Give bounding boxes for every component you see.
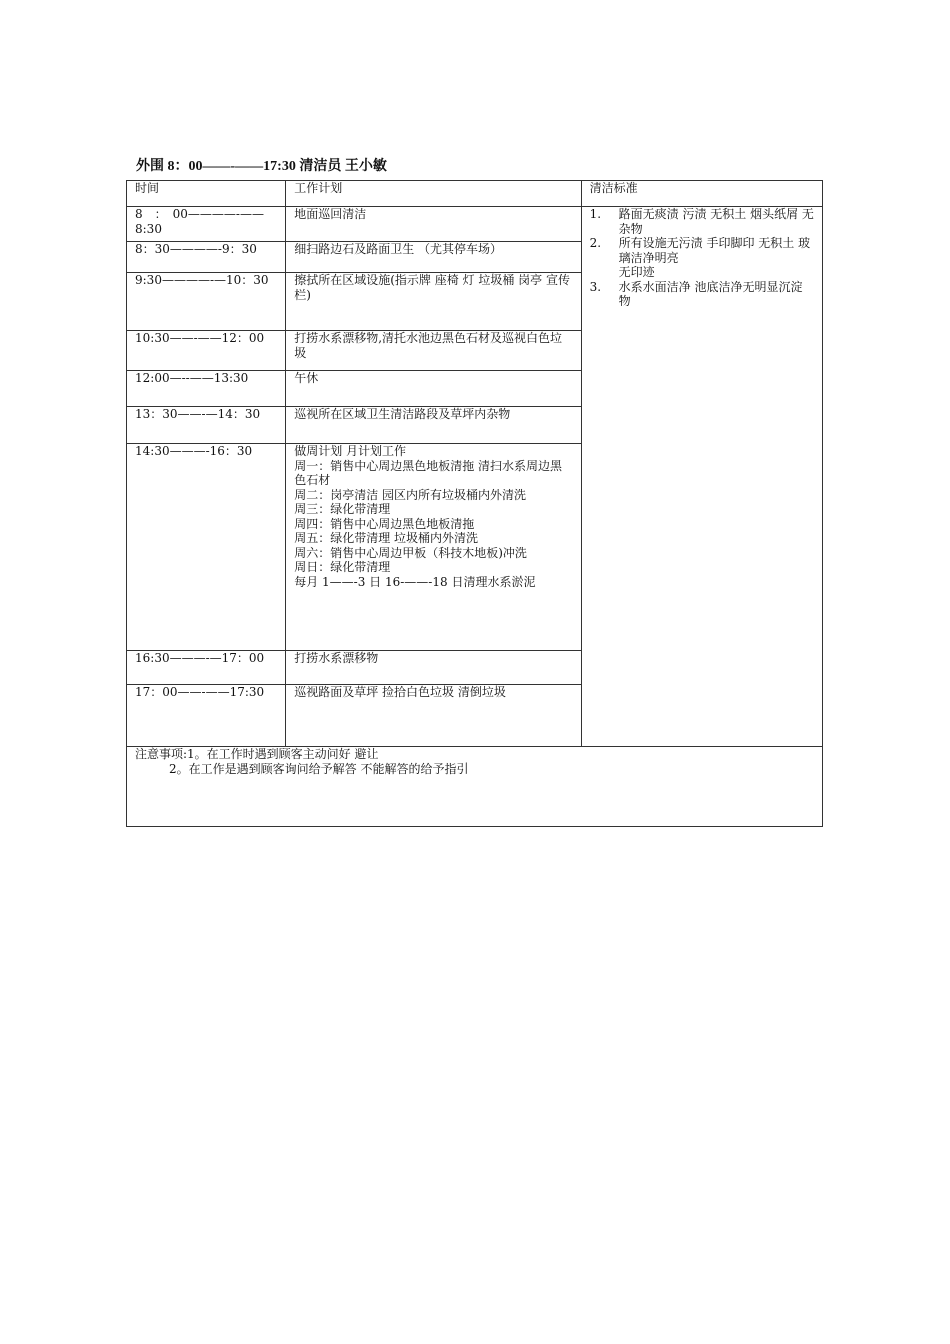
- table-header-row: [127, 181, 823, 207]
- standards-list: [590, 207, 814, 309]
- notes-cell: [127, 747, 823, 827]
- standards-cell: [581, 207, 822, 747]
- standard-item: [590, 280, 814, 309]
- plan-cell: 巡视所在区域卫生清洁路段及草坪内杂物: [286, 407, 581, 444]
- time-cell: 13：30——-—14：30: [127, 407, 286, 444]
- time-cell: 9:30————-—10：30: [127, 273, 286, 331]
- standard-text: 水系水面洁净 池底洁净无明显沉淀物: [618, 279, 803, 308]
- header-plan: 工作计划: [286, 181, 581, 207]
- plan-cell: 打捞水系漂移物,清托水池边黑色石材及巡视白色垃圾: [286, 331, 581, 371]
- schedule-table: [126, 180, 823, 827]
- standard-item: [590, 207, 814, 236]
- table-row: [127, 207, 823, 242]
- plan-cell: 打捞水系漂移物: [286, 651, 581, 685]
- plan-cell: 做周计划 月计划工作 周一：销售中心周边黑色地板清拖 清扫水系周边黑色石材 周二：岗亭清洁 园区内所有垃圾桶内外清洗 周三：绿化带清理 周四：销售中心周边黑色地板清拖 周五：绿化带清理 垃圾桶内外清洗 周六：销售中心周边甲板（科技木地板)冲洗 周日：绿化带清理 每月 1——-3 日 16-——-18 日清理水系淤泥: [286, 444, 581, 651]
- plan-cell: 午休: [286, 371, 581, 407]
- page-title: 外围 8：00——-——17:30 清洁员 王小敏: [136, 159, 387, 174]
- time-cell: 12:00—--——13:30: [127, 371, 286, 407]
- standard-text: 路面无痰渍 污渍 无积土 烟头纸屑 无杂物: [618, 207, 814, 236]
- note-line: 注意事项:1。在工作时遇到顾客主动问好 避让: [135, 747, 379, 761]
- plan-cell: 擦拭所在区域设施(指示牌 座椅 灯 垃圾桶 岗亭 宣传栏): [286, 273, 581, 331]
- standard-item: [590, 236, 814, 280]
- header-time: 时间: [127, 181, 286, 207]
- standard-number: 2.: [589, 236, 602, 250]
- standard-number: 3.: [589, 279, 602, 294]
- time-cell: 8 ： 00————-—— 8:30: [127, 207, 286, 242]
- time-cell: 16:30———-—17：00: [127, 651, 286, 685]
- header-standard: 清洁标准: [581, 181, 822, 207]
- plan-cell: 地面巡回清洁: [286, 207, 581, 242]
- time-cell: 10:30——-——12：00: [127, 331, 286, 371]
- note-line: 2。在工作是遇到顾客询问给予解答 不能解答的给予指引: [169, 761, 469, 776]
- standard-text: 所有设施无污渍 手印脚印 无积土 玻璃洁净明亮 无印迹: [618, 236, 811, 279]
- standard-number: 1.: [589, 207, 602, 221]
- plan-cell: 细扫路边石及路面卫生 （尤其停车场）: [286, 242, 581, 273]
- time-cell: 8：30————-9：30: [127, 242, 286, 273]
- time-cell: 14:30———-16：30: [127, 444, 286, 651]
- plan-cell: 巡视路面及草坪 捡拾白色垃圾 清倒垃圾: [286, 685, 581, 747]
- notes-row: [127, 747, 823, 827]
- time-cell: 17：00——-——17:30: [127, 685, 286, 747]
